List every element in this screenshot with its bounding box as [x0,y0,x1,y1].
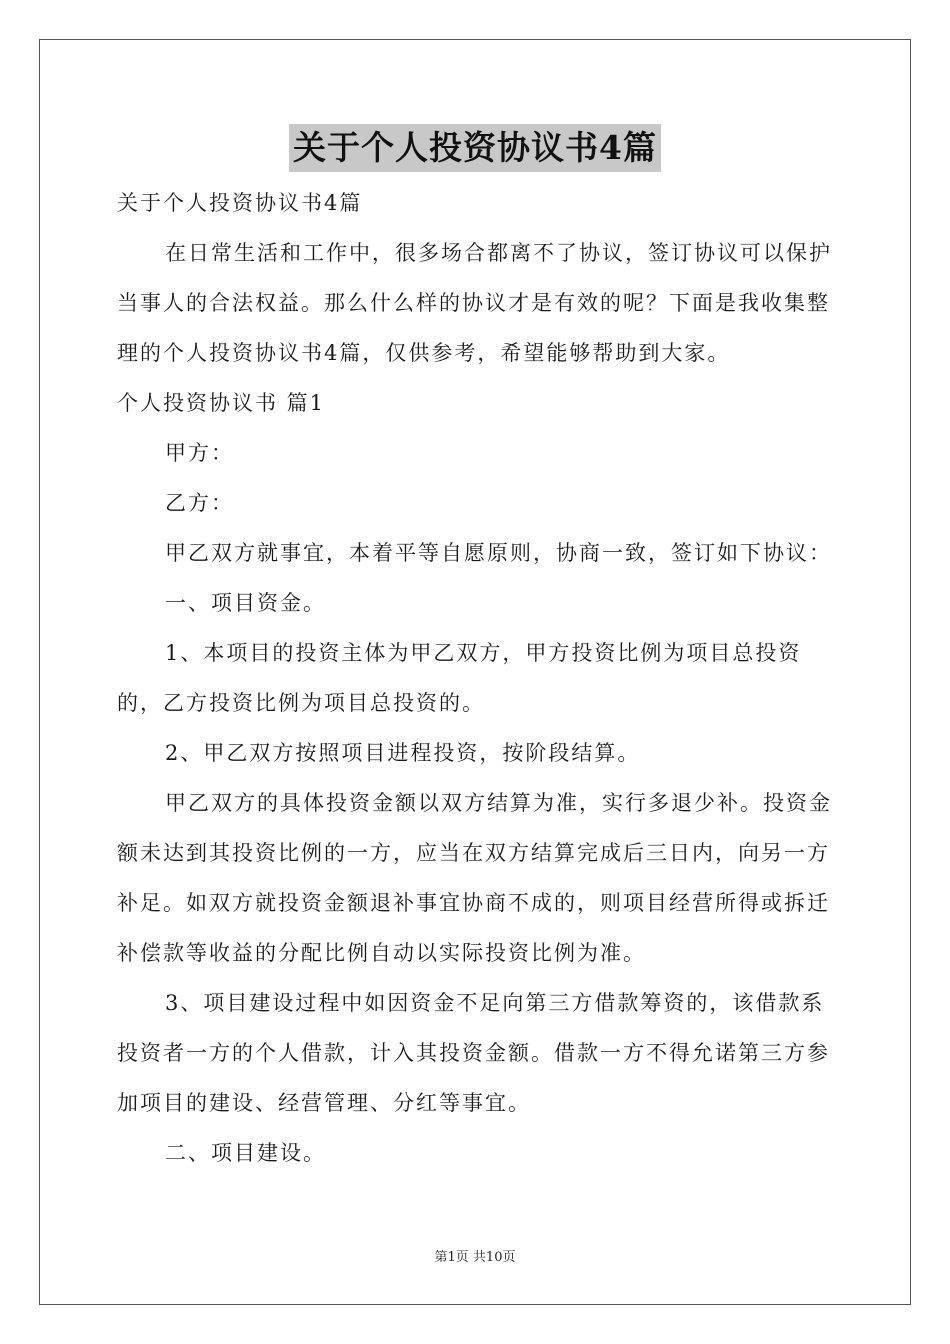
paragraph: 二、项目建设。 [165,1141,326,1165]
document-title: 关于个人投资协议书4篇 [289,124,661,172]
paragraph: 在日常生活和工作中，很多场合都离不了协议，签订协议可以保护当事人的合法权益。那么什么样的协议才是有效的呢？下面是我收集整理的个人投资协议书4篇，仅供参考，希望能够帮助到大家。 [117,241,832,365]
document-body [117,178,837,1178]
page-footer: 第1页 共10页 [434,1250,516,1265]
paragraph: 甲方： [165,441,234,465]
paragraph: 甲乙双方就事宜，本着平等自愿原则，协商一致，签订如下协议： [165,541,832,565]
paragraph: 甲乙双方的具体投资金额以双方结算为准，实行多退少补。投资金额未达到其投资比例的一方，应当在双方结算完成后三日内，向另一方补足。如双方就投资金额退补事宜协商不成的，则项目经营所得或拆迁补偿款等收益的分配比例自动以实际投资比例为准。 [117,791,832,965]
document-title-container [0,124,950,172]
paragraph: 1、本项目的投资主体为甲乙双方，甲方投资比例为项目总投资的，乙方投资比例为项目总投资的。 [117,641,802,715]
paragraph: 乙方： [165,491,234,515]
paragraph: 关于个人投资协议书4篇 [117,191,363,215]
paragraph: 个人投资协议书 篇1 [117,391,326,415]
paragraph: 2、甲乙双方按照项目进程投资，按阶段结算。 [165,741,641,765]
paragraph: 3、项目建设过程中如因资金不足向第三方借款筹资的，该借款系投资者一方的个人借款，计入其投资金额。借款一方不得允诺第三方参加项目的建设、经营管理、分红等事宜。 [117,991,830,1115]
paragraph: 一、项目资金。 [165,591,326,615]
